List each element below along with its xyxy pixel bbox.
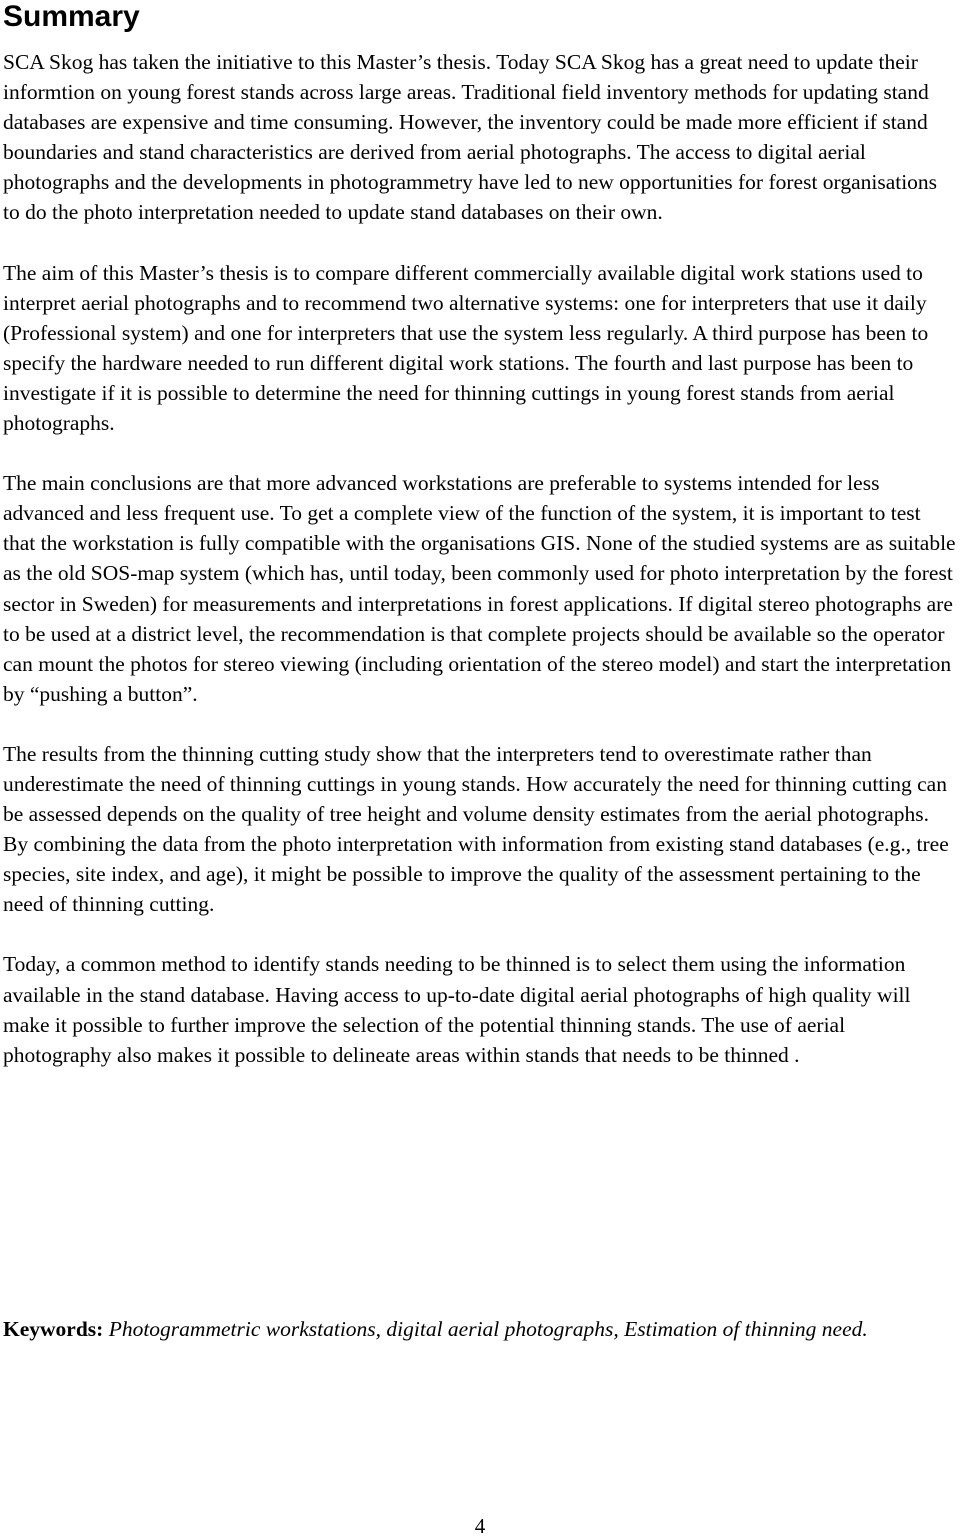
paragraph-conclusions: The main conclusions are that more advanced workstations are preferable to systems intended for less advanced and less frequent use. To get a complete view of the function of the system, it is important to test that the workstation is fully compatible with the organisations GIS. None of the studied systems are as suitable as the old SOS-map system (which has, until today, been commonly used for photo interpretation by the forest sector in Sweden) for measurements and interpretations in forest applications. If digital stereo photographs are to be used at a district level, the recommendation is that complete projects should be available so the operator can mount the photos for stereo viewing (including orientation of the stereo model) and start the interpretation by “pushing a button”.: [3, 471, 956, 706]
paragraph-thinning-results: The results from the thinning cutting study show that the interpreters tend to overestimate rather than underestimate the need of thinning cuttings in young stands. How accurately the need for thinning cutting can be assessed depends on the quality of tree height and volume density estimates from the aerial photographs. By combining the data from the photo interpretation with information from existing stand databases (e.g., tree species, site index, and age), it might be possible to improve the quality of the assessment pertaining to the need of thinning cutting.: [3, 741, 949, 917]
page-title: Summary: [3, 0, 140, 33]
paragraph-aim: The aim of this Master’s thesis is to compare different commercially available digital work stations used to interpret aerial photographs and to recommend two alternative systems: one for interpreters that use it daily (Professional system) and one for interpreters that use the system less regularly. A third purpose has been to specify the hardware needed to run different digital work stations. The fourth and last purpose has been to investigate if it is possible to determine the need for thinning cuttings in young forest stands from aerial photographs.: [3, 260, 929, 436]
keywords-label: Keywords:: [3, 1317, 104, 1341]
document-page: [3, 0, 957, 1100]
paragraph-thinning-method: Today, a common method to identify stands needing to be thinned is to select them using the information available in the stand database. Having access to up-to-date digital aerial photographs of high quality will make it possible to further improve the selection of the potential thinning stands. The use of aerial photography also makes it possible to delineate areas within stands that needs to be thinned .: [3, 952, 911, 1067]
paragraph-introduction: SCA Skog has taken the initiative to this Master’s thesis. Today SCA Skog has a great need to update their informtion on young forest stands across large areas. Traditional field inventory methods for updating stand databases are expensive and time consuming. However, the inventory could be made more efficient if stand boundaries and stand characteristics are derived from aerial photographs. The access to digital aerial photographs and the developments in photogrammetry have led to new opportunities for forest organisations to do the photo interpretation needed to update stand databases on their own.: [3, 50, 938, 225]
keywords: [3, 1314, 943, 1344]
keywords-text: Photogrammetric workstations, digital aerial photographs, Estimation of thinning need.: [108, 1317, 868, 1341]
page-number: 4: [474, 1514, 486, 1538]
